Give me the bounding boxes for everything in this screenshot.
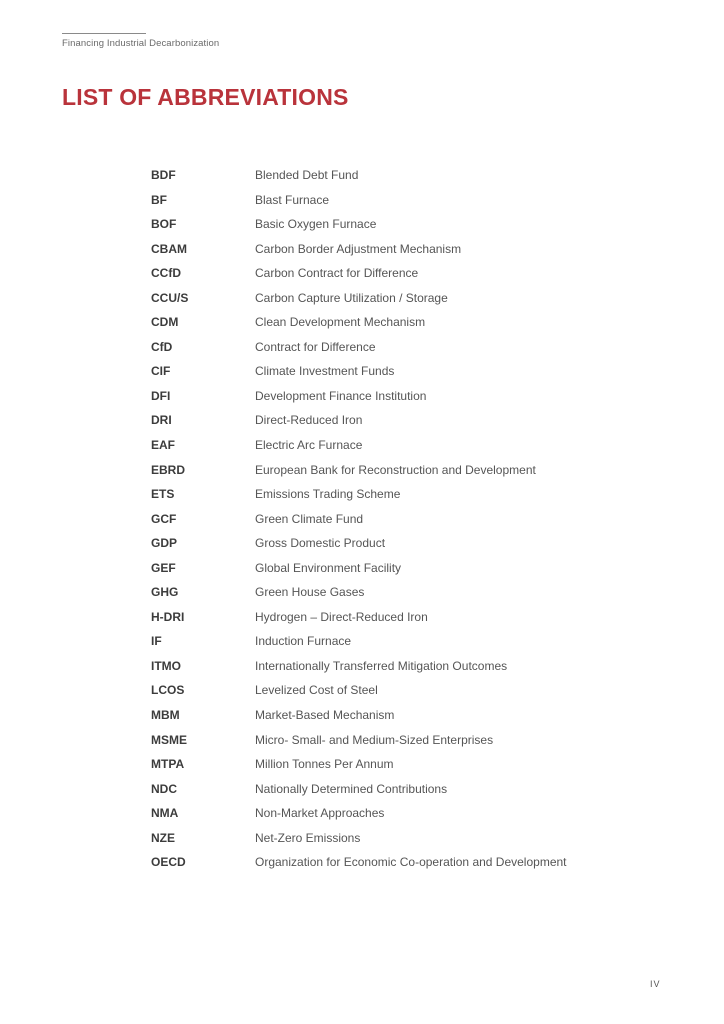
abbreviation-definition: Million Tonnes Per Annum	[255, 757, 394, 772]
abbreviation-row	[151, 507, 631, 532]
abbreviation-term: CCU/S	[151, 290, 189, 305]
abbreviation-term: NZE	[151, 830, 175, 845]
abbreviation-definition: Emissions Trading Scheme	[255, 487, 401, 502]
abbreviation-definition: Carbon Contract for Difference	[255, 266, 419, 281]
abbreviation-term: H-DRI	[151, 609, 185, 624]
abbreviation-term: CBAM	[151, 241, 187, 256]
abbreviation-term: BOF	[151, 217, 177, 232]
abbreviation-definition: Development Finance Institution	[255, 388, 427, 403]
abbreviation-term: GEF	[151, 560, 176, 575]
abbreviation-row	[151, 777, 631, 802]
abbreviation-row	[151, 212, 631, 237]
abbreviation-row	[151, 703, 631, 728]
abbreviation-term: MBM	[151, 708, 180, 723]
abbreviation-row	[151, 629, 631, 654]
running-header: Financing Industrial Decarbonization	[62, 38, 220, 49]
page-number: IV	[650, 979, 661, 989]
abbreviation-row	[151, 237, 631, 262]
abbreviation-row	[151, 433, 631, 458]
abbreviation-definition: Organization for Economic Co-operation and Development	[255, 855, 567, 870]
abbreviation-term: EAF	[151, 438, 175, 453]
abbreviation-definition: Gross Domestic Product	[255, 536, 386, 551]
abbreviation-row	[151, 261, 631, 286]
abbreviation-term: MTPA	[151, 757, 185, 772]
abbreviation-definition: Carbon Capture Utilization / Storage	[255, 290, 448, 305]
abbreviation-definition: Global Environment Facility	[255, 560, 402, 575]
abbreviation-row	[151, 188, 631, 213]
abbreviation-row	[151, 605, 631, 630]
abbreviation-definition: Hydrogen – Direct-Reduced Iron	[255, 609, 428, 624]
abbreviation-term: IF	[151, 634, 162, 649]
abbreviation-row	[151, 678, 631, 703]
abbreviation-row	[151, 728, 631, 753]
abbreviation-definition: Green House Gases	[255, 585, 365, 600]
abbreviation-row	[151, 850, 631, 875]
abbreviation-definition: Climate Investment Funds	[255, 364, 395, 379]
abbreviation-term: NDC	[151, 781, 177, 796]
abbreviation-definition: Internationally Transferred Mitigation Outcomes	[255, 658, 508, 673]
abbreviation-term: GHG	[151, 585, 179, 600]
abbreviation-term: CDM	[151, 315, 179, 330]
abbreviation-definition: Micro- Small- and Medium-Sized Enterprises	[255, 732, 494, 747]
abbreviation-row	[151, 163, 631, 188]
abbreviation-term: CIF	[151, 364, 171, 379]
abbreviation-term: GDP	[151, 536, 178, 551]
abbreviation-row	[151, 556, 631, 581]
abbreviation-definition: Induction Furnace	[255, 634, 352, 649]
abbreviation-row	[151, 335, 631, 360]
abbreviation-definition: Green Climate Fund	[255, 511, 364, 526]
abbreviation-row	[151, 801, 631, 826]
abbreviation-definition: Nationally Determined Contributions	[255, 781, 448, 796]
abbreviation-row	[151, 752, 631, 777]
abbreviation-definition: Blended Debt Fund	[255, 168, 359, 182]
abbreviation-definition: Basic Oxygen Furnace	[255, 217, 377, 232]
abbreviation-row	[151, 384, 631, 409]
abbreviation-term: ETS	[151, 487, 175, 502]
abbreviation-term: GCF	[151, 511, 177, 526]
abbreviation-definition: European Bank for Reconstruction and Development	[255, 462, 536, 477]
abbreviation-row	[151, 310, 631, 335]
abbreviation-row	[151, 482, 631, 507]
abbreviation-term: BDF	[151, 168, 176, 182]
abbreviation-term: LCOS	[151, 683, 185, 698]
abbreviation-row	[151, 580, 631, 605]
abbreviation-row	[151, 826, 631, 851]
abbreviation-definition: Carbon Border Adjustment Mechanism	[255, 241, 462, 256]
page-title: LIST OF ABBREVIATIONS	[62, 84, 349, 110]
header-rule	[62, 33, 146, 34]
abbreviation-term: OECD	[151, 855, 186, 870]
abbreviation-term: DRI	[151, 413, 172, 428]
abbreviation-definition: Electric Arc Furnace	[255, 438, 363, 453]
abbreviation-definition: Non-Market Approaches	[255, 806, 385, 821]
abbreviation-definition: Net-Zero Emissions	[255, 830, 361, 845]
abbreviation-definition: Direct-Reduced Iron	[255, 413, 363, 428]
abbreviation-definition: Levelized Cost of Steel	[255, 683, 378, 698]
abbreviation-row	[151, 531, 631, 556]
abbreviation-row	[151, 654, 631, 679]
abbreviation-term: EBRD	[151, 462, 186, 477]
abbreviation-term: BF	[151, 192, 167, 207]
abbreviation-term: ITMO	[151, 658, 181, 673]
abbreviation-definition: Clean Development Mechanism	[255, 315, 426, 330]
abbreviation-row	[151, 359, 631, 384]
abbreviation-row	[151, 408, 631, 433]
abbreviation-term: NMA	[151, 806, 179, 821]
abbreviation-term: MSME	[151, 732, 187, 747]
abbreviation-definition: Blast Furnace	[255, 192, 330, 207]
abbreviation-definition: Contract for Difference	[255, 339, 376, 354]
abbreviation-row	[151, 458, 631, 483]
abbreviation-definition: Market-Based Mechanism	[255, 708, 395, 723]
abbreviation-term: DFI	[151, 388, 171, 403]
abbreviation-term: CCfD	[151, 266, 181, 281]
abbreviation-term: CfD	[151, 339, 173, 354]
abbreviation-list	[151, 163, 631, 875]
abbreviation-row	[151, 286, 631, 311]
